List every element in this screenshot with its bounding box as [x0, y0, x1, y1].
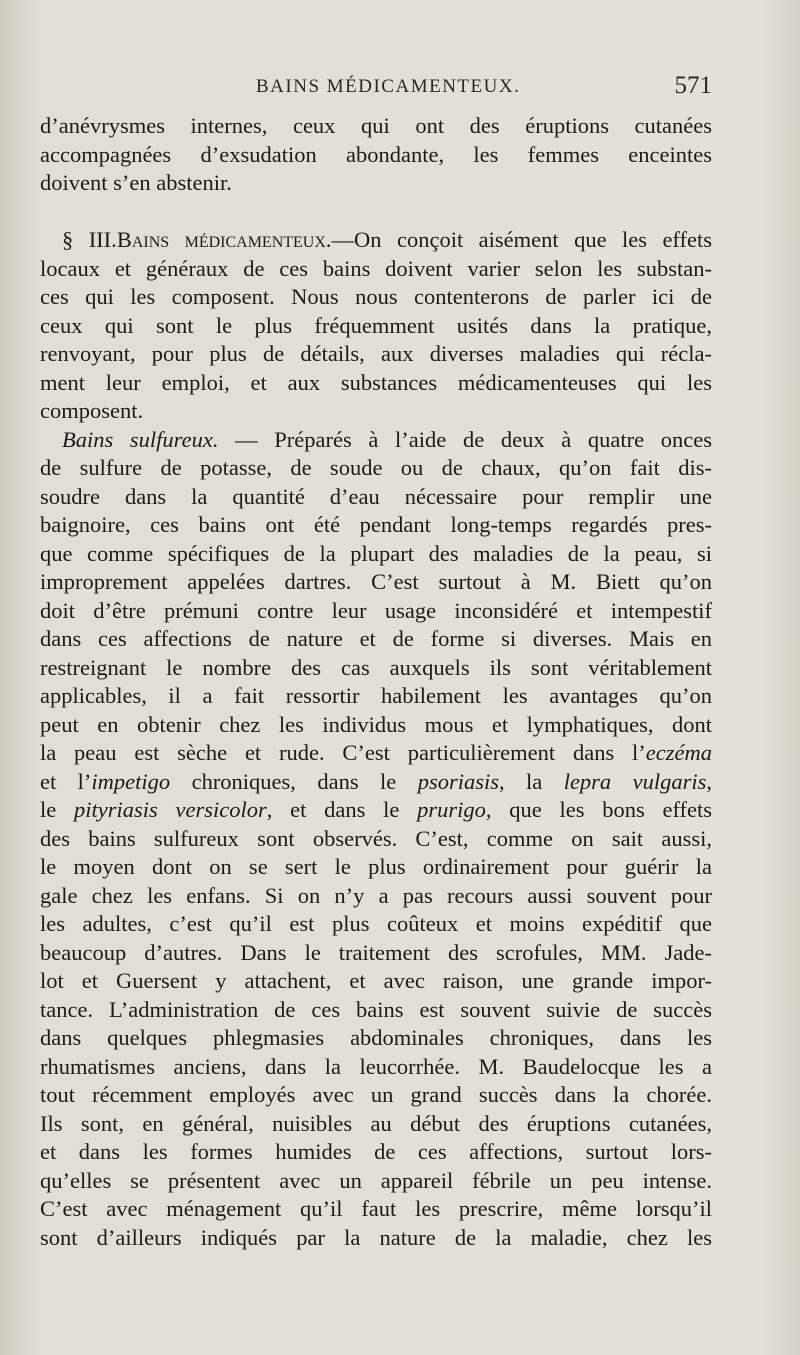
- page-header: [40, 72, 712, 110]
- text-line: doit d’être prémuni contre leur usage inconsidéré et intempestif: [40, 597, 712, 623]
- text-line: des bains sulfureux sont observés. C’est, comme on sait aussi,: [40, 825, 712, 851]
- text-line: lot et Guersent y attachent, et avec raison, une grande impor-: [40, 968, 712, 993]
- text-line: ces qui les composent. Nous nous contenterons de parler ici de: [40, 284, 712, 309]
- text-line: improprement appelées dartres. C’est surtout à M. Biett qu’on: [40, 569, 712, 594]
- text-line: tance. L’administration de ces bains est souvent suivie de succès: [40, 996, 712, 1022]
- text-line: de sulfure de potasse, de soude ou de chaux, qu’on fait dis-: [40, 455, 712, 480]
- text-line: rhumatismes anciens, dans la leucorrhée. M. Baudelocque les a: [40, 1053, 712, 1079]
- text-fragment: chroniques, dans le: [170, 768, 418, 794]
- italic-term: psoriasis: [417, 768, 499, 794]
- text-line: [40, 768, 712, 797]
- text-line: d’anévrysmes internes, ceux qui ont des éruptions cutanées: [40, 113, 712, 138]
- sulfur-baths-paragraph: [40, 426, 712, 1253]
- text-line: C’est avec ménagement qu’il faut les prescrire, même lorsqu’il: [40, 1196, 712, 1221]
- section-heading: Bains médicamenteux.: [116, 227, 332, 252]
- text-fragment: ,: [706, 768, 712, 794]
- text-fragment: — Préparés à l’aide de deux à quatre onces: [218, 426, 713, 452]
- running-head: BAINS MÉDICAMENTEUX.: [256, 76, 521, 97]
- text-fragment: , que les bons effets: [485, 797, 713, 822]
- text-line: le moyen dont on se sert le plus ordinairement pour guérir la: [40, 854, 712, 879]
- section-heading-line: [40, 226, 712, 255]
- paragraph-continuation: [40, 112, 712, 198]
- text-line: et dans les formes humides de ces affections, surtout lors-: [40, 1139, 712, 1164]
- text-line: [40, 796, 712, 825]
- text-line: ment leur emploi, et aux substances médicamenteuses qui les: [40, 369, 712, 395]
- text-line: composent.: [40, 398, 144, 423]
- body-text: [40, 112, 712, 1252]
- text-line: beaucoup d’autres. Dans le traitement des scrofules, MM. Jade-: [40, 939, 712, 965]
- section-number: § III.: [62, 227, 117, 252]
- text-line: [40, 739, 712, 768]
- text-line: sont d’ailleurs indiqués par la nature de la maladie, chez les: [40, 1224, 712, 1250]
- text-line: Ils sont, en général, nuisibles au début des éruptions cutanées,: [40, 1110, 712, 1136]
- text-line: ceux qui sont le plus fréquemment usités dans la pratique,: [40, 312, 712, 338]
- text-line: soudre dans la quantité d’eau nécessaire pour remplir une: [40, 483, 712, 509]
- text-fragment: , et dans le: [266, 797, 418, 822]
- page-number: 571: [674, 72, 712, 99]
- italic-term: prurigo: [417, 797, 486, 822]
- text-fragment: le: [40, 797, 74, 822]
- paragraph-title: Bains sulfureux.: [62, 426, 219, 452]
- text-line: applicables, il a fait ressortir habilement les avantages qu’on: [40, 683, 712, 708]
- italic-term: eczéma: [645, 740, 712, 765]
- text-fragment: —On conçoit aisément que les effets: [331, 227, 713, 252]
- paragraph-title-line: [40, 426, 712, 455]
- text-line: dans quelques phlegmasies abdominales chroniques, dans les: [40, 1025, 712, 1050]
- text-fragment: et l’: [40, 768, 92, 794]
- text-fragment: la peau est sèche et rude. C’est particulièrement dans l’: [40, 740, 646, 765]
- text-line: accompagnées d’exsudation abondante, les femmes enceintes: [40, 141, 712, 167]
- italic-term: impetigo: [91, 768, 171, 794]
- text-line: gale chez les enfans. Si on n’y a pas recours aussi souvent pour: [40, 882, 712, 908]
- text-line: baignoire, ces bains ont été pendant long-temps regardés pres-: [40, 512, 712, 537]
- text-line: tout récemment employés avec un grand succès dans la chorée.: [40, 1082, 712, 1107]
- text-line: locaux et généraux de ces bains doivent varier selon les substan-: [40, 255, 712, 281]
- text-line: que comme spécifiques de la plupart des maladies de la peau, si: [40, 540, 712, 566]
- text-line: renvoyant, pour plus de détails, aux diverses maladies qui récla-: [40, 341, 712, 366]
- section-paragraph: [40, 226, 712, 426]
- text-line: doivent s’en abstenir.: [40, 170, 232, 195]
- text-fragment: , la: [498, 768, 564, 794]
- italic-term: lepra vulgaris: [563, 768, 707, 794]
- text-line: les adultes, c’est qu’il est plus coûteux et moins expéditif que: [40, 911, 712, 936]
- text-line: peut en obtenir chez les individus mous et lymphatiques, dont: [40, 711, 712, 737]
- text-line: restreignant le nombre des cas auxquels ils sont véritablement: [40, 654, 712, 680]
- text-line: dans ces affections de nature et de forme si diverses. Mais en: [40, 626, 712, 651]
- italic-term: pityriasis versicolor: [74, 797, 267, 822]
- text-line: qu’elles se présentent avec un appareil fébrile un peu intense.: [40, 1167, 712, 1193]
